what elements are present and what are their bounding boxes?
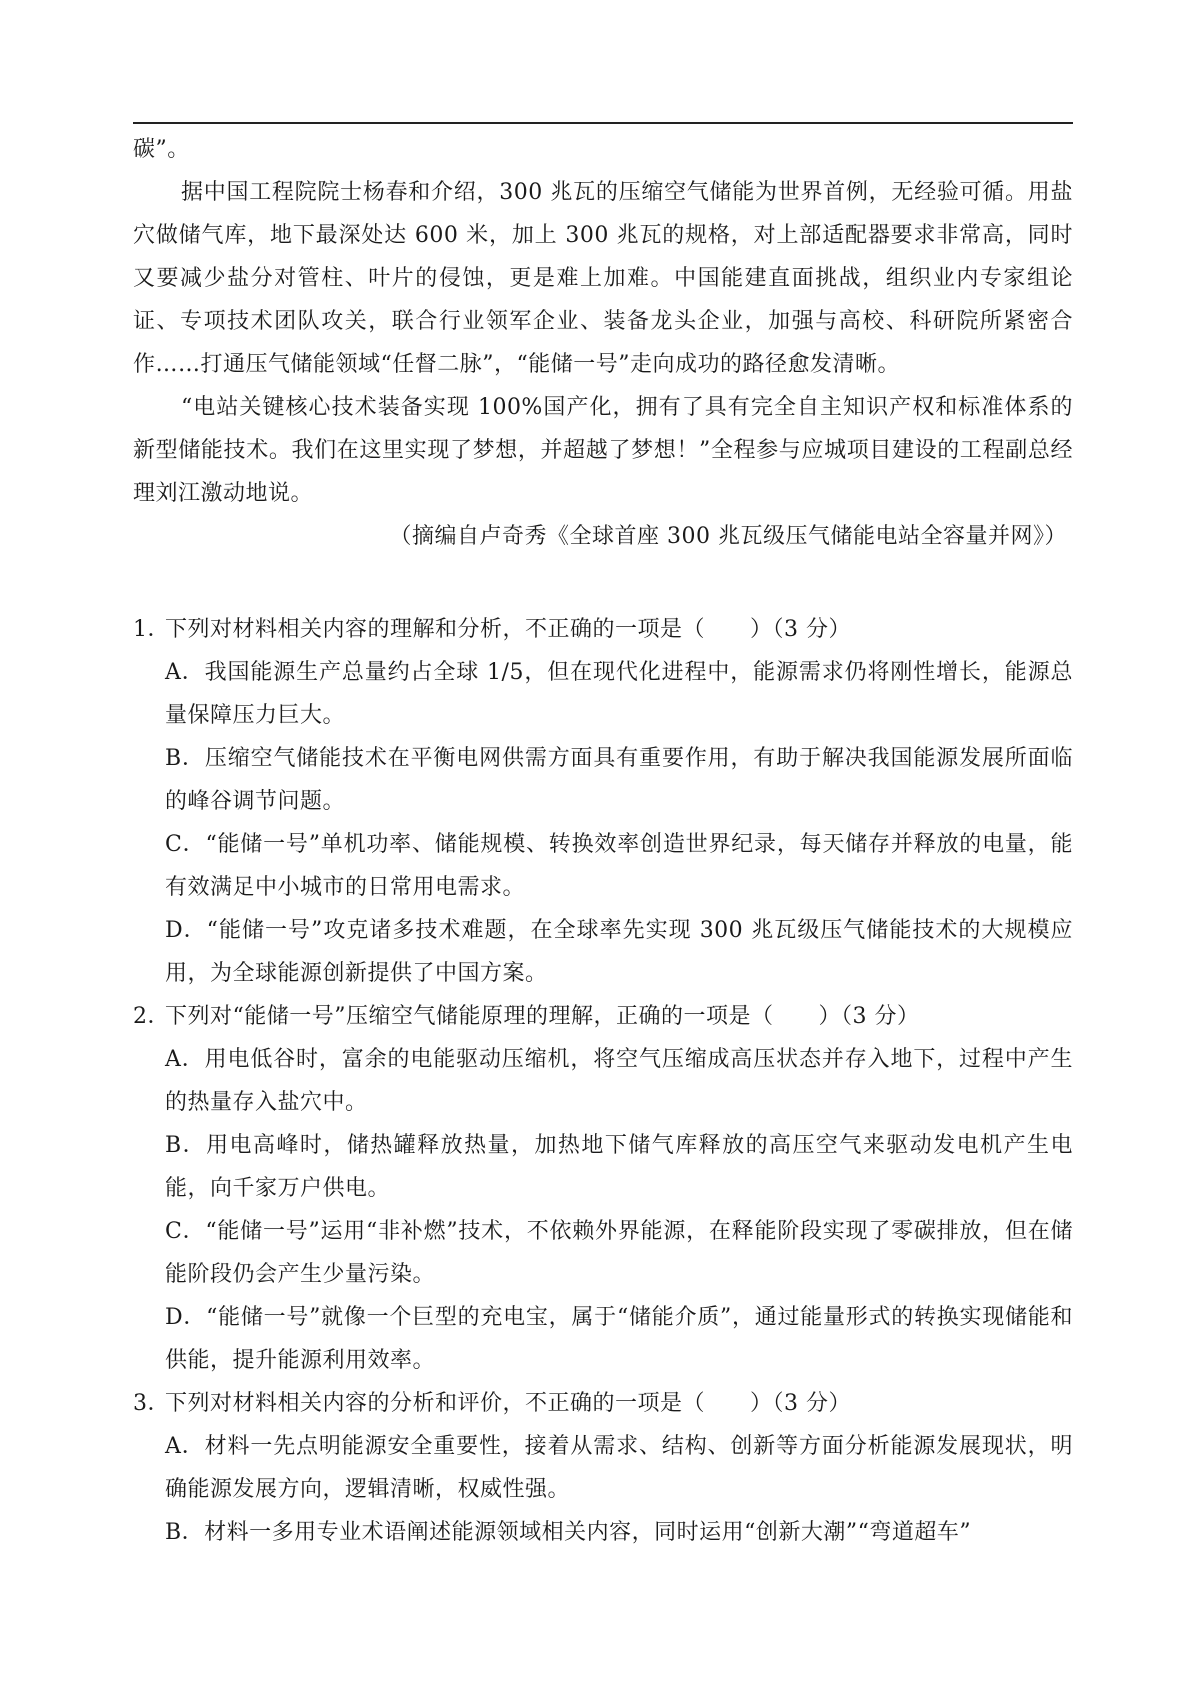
option-a: A．材料一先点明能源安全重要性，接着从需求、结构、创新等方面分析能源发展现状，明确能源发展方向，逻辑清晰，权威性强。 — [165, 1434, 1073, 1502]
passage-source: （摘编自卢奇秀《全球首座 300 兆瓦级压气储能电站全容量并网》） — [389, 524, 1067, 549]
question-list — [133, 608, 1073, 1554]
question-text: 下列对材料相关内容的分析和评价，不正确的一项是（ ）（3 分） — [165, 1391, 851, 1416]
option-c: C．“能储一号”单机功率、储能规模、转换效率创造世界纪录，每天储存并释放的电量，能有效满足中小城市的日常用电需求。 — [165, 832, 1073, 900]
question-number: 1． — [133, 617, 170, 642]
document-page — [133, 0, 1073, 1695]
question-stem — [133, 995, 1073, 1038]
question-text: 下列对材料相关内容的理解和分析，不正确的一项是（ ）（3 分） — [165, 617, 851, 642]
option-a: A．我国能源生产总量约占全球 1/5，但在现代化进程中，能源需求仍将刚性增长，能源总量保障压力巨大。 — [165, 660, 1073, 728]
option-d: D．“能储一号”就像一个巨型的充电宝，属于“储能介质”，通过能量形式的转换实现储能和供能，提升能源利用效率。 — [165, 1305, 1073, 1373]
passage-paragraph: “电站关键核心技术装备实现 100%国产化，拥有了具有完全自主知识产权和标准体系的新型储能技术。我们在这里实现了梦想，并超越了梦想！”全程参与应城项目建设的工程副总经理刘江激动地说。 — [133, 395, 1073, 506]
passage — [133, 128, 1073, 558]
option-b: B．压缩空气储能技术在平衡电网供需方面具有重要作用，有助于解决我国能源发展所面临的峰谷调节问题。 — [165, 746, 1073, 814]
passage-paragraph: 据中国工程院院士杨春和介绍，300 兆瓦的压缩空气储能为世界首例，无经验可循。用盐穴做储气库，地下最深处达 600 米，加上 300 兆瓦的规格，对上部适配器要求非常高，同时又要减少盐分对管柱、叶片的侵蚀，更是难上加难。中国能建直面挑战，组织业内专家组论证、专项技术团队攻关，联合行业领军企业、装备龙头企业，加强与高校、科研院所紧密合作……打通压气储能领域“任督二脉”，“能储一号”走向成功的路径愈发清晰。 — [133, 180, 1073, 377]
question-1 — [133, 608, 1073, 995]
option-c: C．“能储一号”运用“非补燃”技术，不依赖外界能源，在释能阶段实现了零碳排放，但在储能阶段仍会产生少量污染。 — [165, 1219, 1073, 1287]
option-a: A．用电低谷时，富余的电能驱动压缩机，将空气压缩成高压状态并存入地下，过程中产生的热量存入盐穴中。 — [165, 1047, 1073, 1115]
option-b: B．材料一多用专业术语阐述能源领域相关内容，同时运用“创新大潮”“弯道超车” — [165, 1520, 972, 1545]
option-b: B．用电高峰时，储热罐释放热量，加热地下储气库释放的高压空气来驱动发电机产生电能，向千家万户供电。 — [165, 1133, 1073, 1201]
question-stem — [133, 608, 1073, 651]
question-text: 下列对“能储一号”压缩空气储能原理的理解，正确的一项是（ ）（3 分） — [165, 1004, 920, 1029]
option-d: D．“能储一号”攻克诸多技术难题，在全球率先实现 300 兆瓦级压气储能技术的大规模应用，为全球能源创新提供了中国方案。 — [165, 918, 1073, 986]
question-number: 2． — [133, 1004, 170, 1029]
question-stem — [133, 1382, 1073, 1425]
passage-lead-fragment: 碳”。 — [133, 137, 190, 162]
question-3 — [133, 1382, 1073, 1554]
header-rule — [133, 122, 1073, 124]
question-2 — [133, 995, 1073, 1382]
question-number: 3． — [133, 1391, 170, 1416]
